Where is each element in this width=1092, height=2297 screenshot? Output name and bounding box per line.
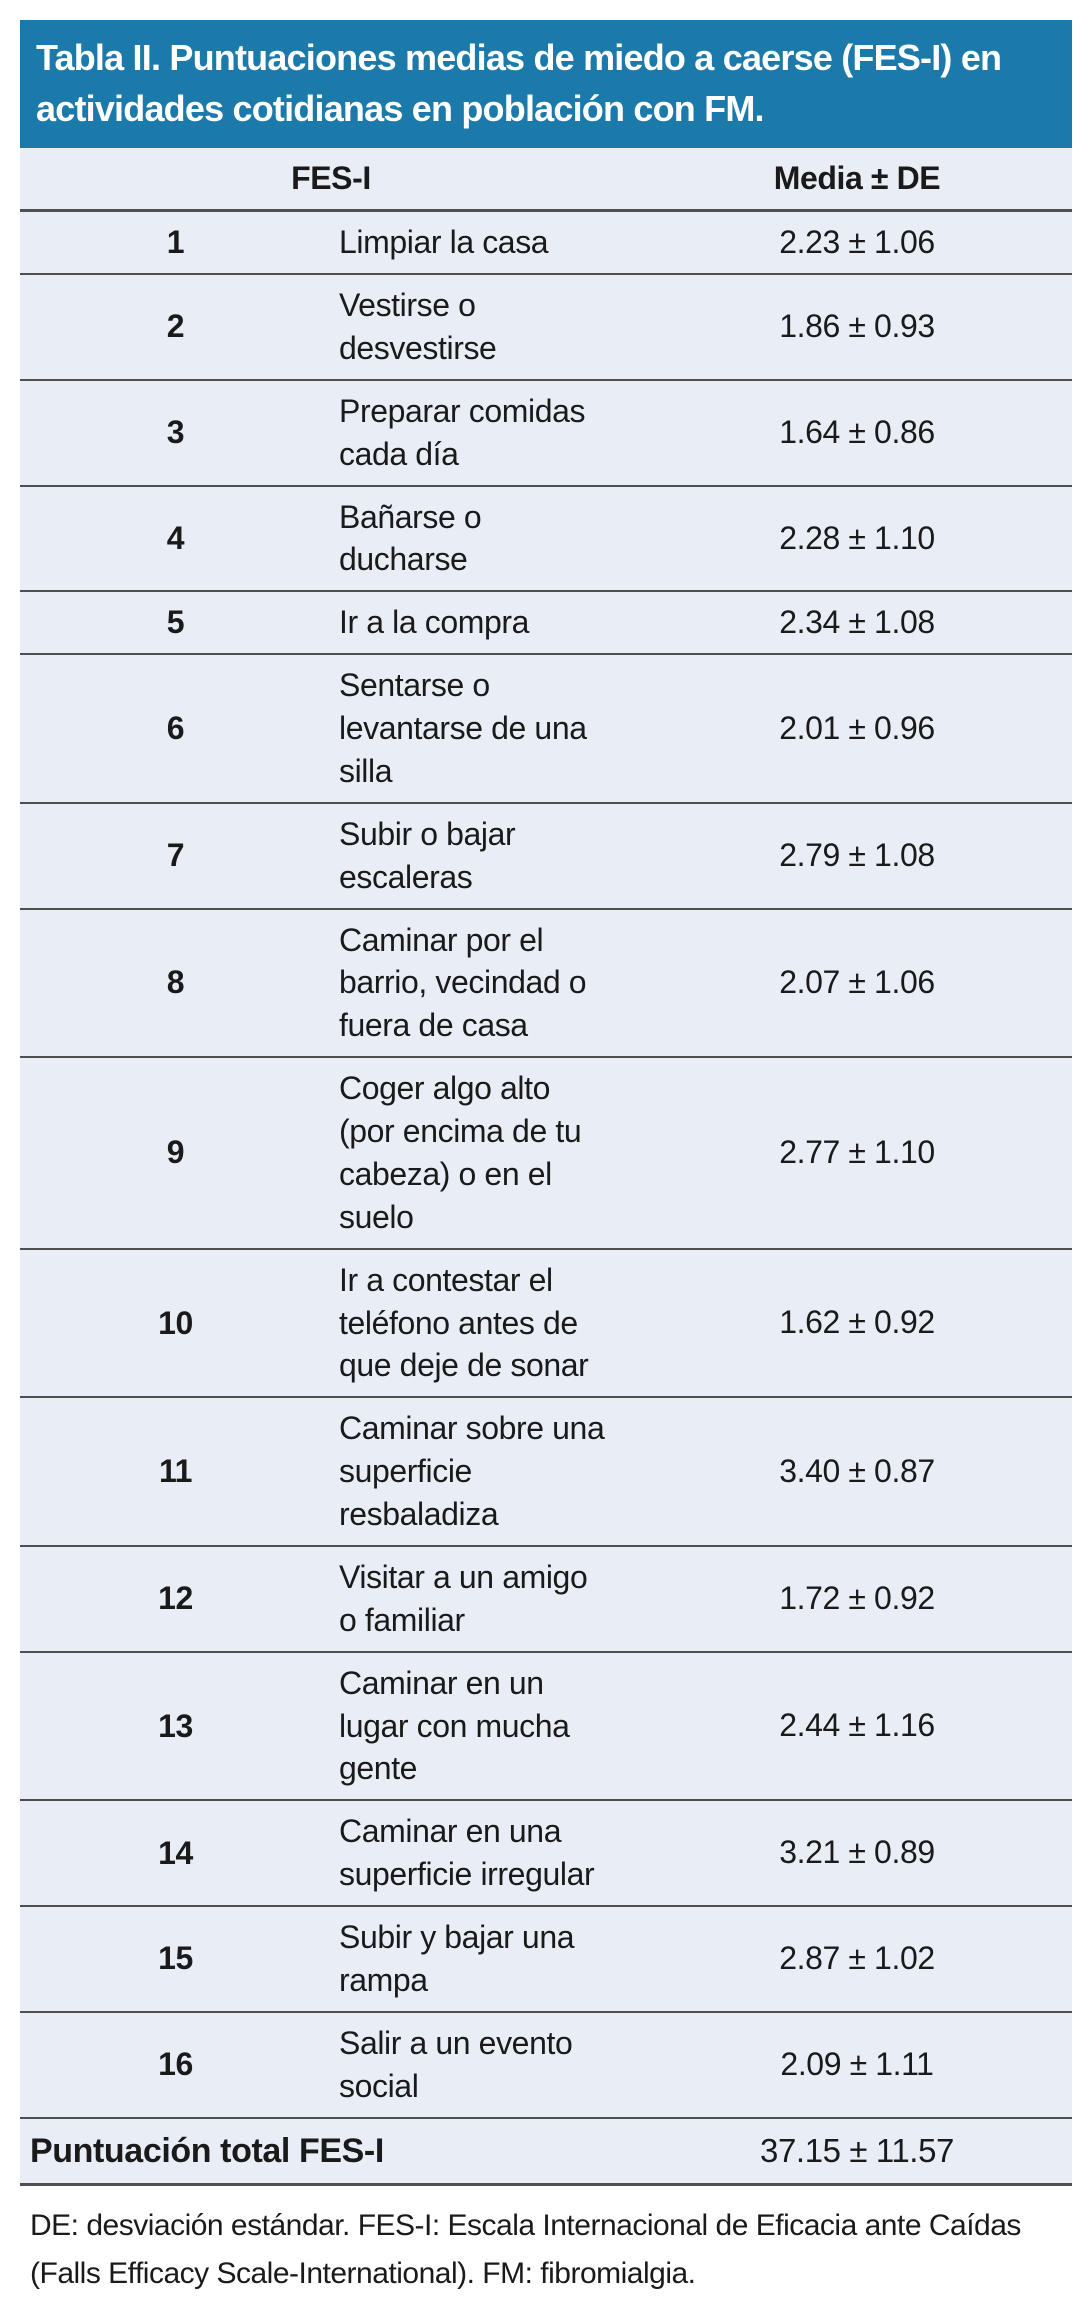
mean-sd-value: 1.86 ± 0.93	[642, 274, 1072, 380]
table-row	[20, 2012, 1072, 2118]
activity-label: Caminar por el barrio, vecindad o fuera de casa	[331, 909, 642, 1058]
row-number: 12	[20, 1546, 331, 1652]
table-row	[20, 654, 1072, 803]
table-row	[20, 1249, 1072, 1398]
activity-label: Caminar sobre una superficie resbaladiza	[331, 1397, 642, 1546]
mean-sd-value: 1.64 ± 0.86	[642, 380, 1072, 486]
column-header-fes-i: FES-I	[20, 148, 642, 211]
activity-label: Sentarse o levantarse de una silla	[331, 654, 642, 803]
row-number: 13	[20, 1652, 331, 1801]
table-row	[20, 909, 1072, 1058]
activity-label: Bañarse o ducharse	[331, 486, 642, 592]
activity-label: Salir a un evento social	[331, 2012, 642, 2118]
total-row	[20, 2118, 1072, 2185]
column-header-media-de: Media ± DE	[642, 148, 1072, 211]
table-body	[20, 211, 1072, 2185]
row-number: 8	[20, 909, 331, 1058]
mean-sd-value: 2.34 ± 1.08	[642, 591, 1072, 654]
activity-label: Vestirse o desvestirse	[331, 274, 642, 380]
activity-label: Subir y bajar una rampa	[331, 1906, 642, 2012]
header-row	[20, 148, 1072, 211]
mean-sd-value: 2.44 ± 1.16	[642, 1652, 1072, 1801]
activity-label: Preparar comidas cada día	[331, 380, 642, 486]
total-value: 37.15 ± 11.57	[642, 2118, 1072, 2185]
row-number: 5	[20, 591, 331, 654]
row-number: 4	[20, 486, 331, 592]
table-row	[20, 1652, 1072, 1801]
table-row	[20, 274, 1072, 380]
row-number: 3	[20, 380, 331, 486]
fes-i-table	[20, 148, 1072, 2186]
row-number: 14	[20, 1800, 331, 1906]
table-row	[20, 1057, 1072, 1249]
row-number: 16	[20, 2012, 331, 2118]
row-number: 9	[20, 1057, 331, 1249]
table-row	[20, 380, 1072, 486]
row-number: 7	[20, 803, 331, 909]
activity-label: Visitar a un amigo o familiar	[331, 1546, 642, 1652]
table-row	[20, 591, 1072, 654]
mean-sd-value: 2.87 ± 1.02	[642, 1906, 1072, 2012]
mean-sd-value: 2.07 ± 1.06	[642, 909, 1072, 1058]
table-row	[20, 1397, 1072, 1546]
row-number: 15	[20, 1906, 331, 2012]
mean-sd-value: 2.01 ± 0.96	[642, 654, 1072, 803]
mean-sd-value: 1.72 ± 0.92	[642, 1546, 1072, 1652]
table-row	[20, 1546, 1072, 1652]
row-number: 1	[20, 211, 331, 274]
footnote: DE: desviación estándar. FES-I: Escala Internacional de Eficacia ante Caídas (Falls Efficacy Scale-International). FM: fibromialgia.	[20, 2202, 1072, 2297]
activity-label: Caminar en una superficie irregular	[331, 1800, 642, 1906]
mean-sd-value: 3.40 ± 0.87	[642, 1397, 1072, 1546]
table-row	[20, 486, 1072, 592]
mean-sd-value: 2.23 ± 1.06	[642, 211, 1072, 274]
table-row	[20, 1800, 1072, 1906]
table-header	[20, 148, 1072, 211]
table-row	[20, 1906, 1072, 2012]
mean-sd-value: 1.62 ± 0.92	[642, 1249, 1072, 1398]
row-number: 11	[20, 1397, 331, 1546]
mean-sd-value: 2.77 ± 1.10	[642, 1057, 1072, 1249]
mean-sd-value: 2.09 ± 1.11	[642, 2012, 1072, 2118]
total-label: Puntuación total FES-I	[20, 2118, 642, 2185]
activity-label: Ir a contestar el teléfono antes de que deje de sonar	[331, 1249, 642, 1398]
activity-label: Ir a la compra	[331, 591, 642, 654]
table-title: Tabla II. Puntuaciones medias de miedo a caerse (FES-I) en actividades cotidianas en población con FM.	[20, 20, 1072, 148]
row-number: 10	[20, 1249, 331, 1398]
activity-label: Coger algo alto (por encima de tu cabeza) o en el suelo	[331, 1057, 642, 1249]
table-row	[20, 211, 1072, 274]
row-number: 6	[20, 654, 331, 803]
mean-sd-value: 2.28 ± 1.10	[642, 486, 1072, 592]
row-number: 2	[20, 274, 331, 380]
table-row	[20, 803, 1072, 909]
activity-label: Caminar en un lugar con mucha gente	[331, 1652, 642, 1801]
mean-sd-value: 3.21 ± 0.89	[642, 1800, 1072, 1906]
activity-label: Limpiar la casa	[331, 211, 642, 274]
activity-label: Subir o bajar escaleras	[331, 803, 642, 909]
mean-sd-value: 2.79 ± 1.08	[642, 803, 1072, 909]
